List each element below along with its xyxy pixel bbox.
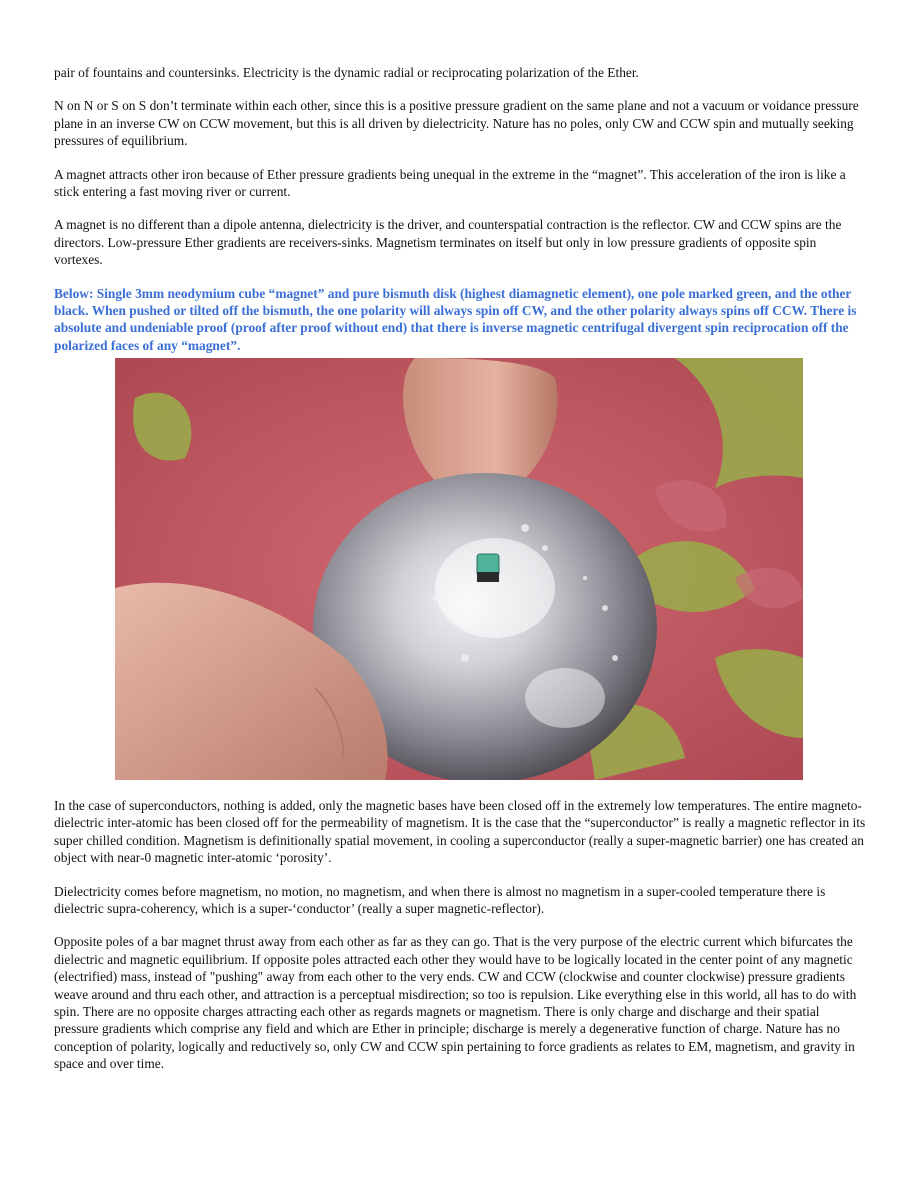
document-body-bottom bbox=[54, 797, 866, 1089]
paragraph-7: Opposite poles of a bar magnet thrust away from each other as far as they can go. That is the very purpose of the electric current which bifurcates the dielectric and magnetic equilibrium. If opposite poles attracted each other they would have to be logically located in the center point of any magnetic (electrified) mass, instead of "pushing" away from each other to the very ends. CW and CCW (clockwise and counter clockwise) pressure gradients weave around and thru each other, and attraction is a perceptual misdirection; so too is repulsion. Like everything else in this world, all has to do with spin. There are no opposite charges attracting each other as regards magnets or magnetism. There is only charge and discharge and their spatial pressure gradients which comprise any field and which are Ether in principle; discharge is merely a degenerative function of charge. Nature has no conception of polarity, logically and reductively so, only CW and CCW spin pertaining to force gradients as relates to EM, magnetism, and gravity in space and over time. bbox=[54, 934, 857, 1072]
bismuth-magnet-photo bbox=[115, 358, 803, 780]
photo-caption: Below: Single 3mm neodymium cube “magnet” and pure bismuth disk (highest diamagnetic element), one pole marked green, and the other black. When pushed or tilted off the bismuth, the one polarity will always spin off CW, and the other polarity always spins off CCW. There is absolute and undeniable proof (proof after proof without end) that there is inverse magnetic centrifugal divergent spin reciprocation off the polarized faces of any “magnet”. bbox=[54, 285, 857, 353]
paragraph-6: Dielectricity comes before magnetism, no motion, no magnetism, and when there is almost no magnetism in a super-cooled temperature there is dielectric supra-coherency, which is a super-‘conductor’ (really a super magnetic-reflector). bbox=[54, 883, 826, 917]
paragraph-5: In the case of superconductors, nothing is added, only the magnetic bases have been closed off in the extremely low temperatures. The entire magneto-dielectric inter-atomic has been closed off for the permeability of magnetism. It is the case that the “superconductor” is really a magnetic reflector in its super chilled condition. Magnetism is definitionally spatial movement, in cooling a superconductor (really a super-magnetic barrier) one has created an object with near-0 magnetic inter-atomic ‘porosity’. bbox=[54, 798, 866, 866]
paragraph-1: pair of fountains and countersinks. Electricity is the dynamic radial or reciprocating polarization of the Ether. bbox=[54, 65, 639, 80]
document-body-top bbox=[54, 64, 866, 354]
paragraph-3: A magnet attracts other iron because of Ether pressure gradients being unequal in the extreme in the “magnet”. This acceleration of the iron is like a stick entering a fast moving river or current. bbox=[54, 166, 846, 200]
paragraph-4: A magnet is no different than a dipole antenna, dielectricity is the driver, and counterspatial contraction is the reflector. CW and CCW spins are the directors. Low-pressure Ether gradients are receivers-sinks. Magnetism terminates on itself but only in low pressure gradients of opposite spin vortexes. bbox=[54, 217, 842, 268]
paragraph-2: N on N or S on S don’t terminate within each other, since this is a positive pressure gradient on the same plane and not a vacuum or voidance pressure plane in an inverse CW on CCW movement, but this is all driven by dielectricity. Nature has no poles, only CW and CCW spin and mutually seeking pressures of equilibrium. bbox=[54, 98, 859, 149]
